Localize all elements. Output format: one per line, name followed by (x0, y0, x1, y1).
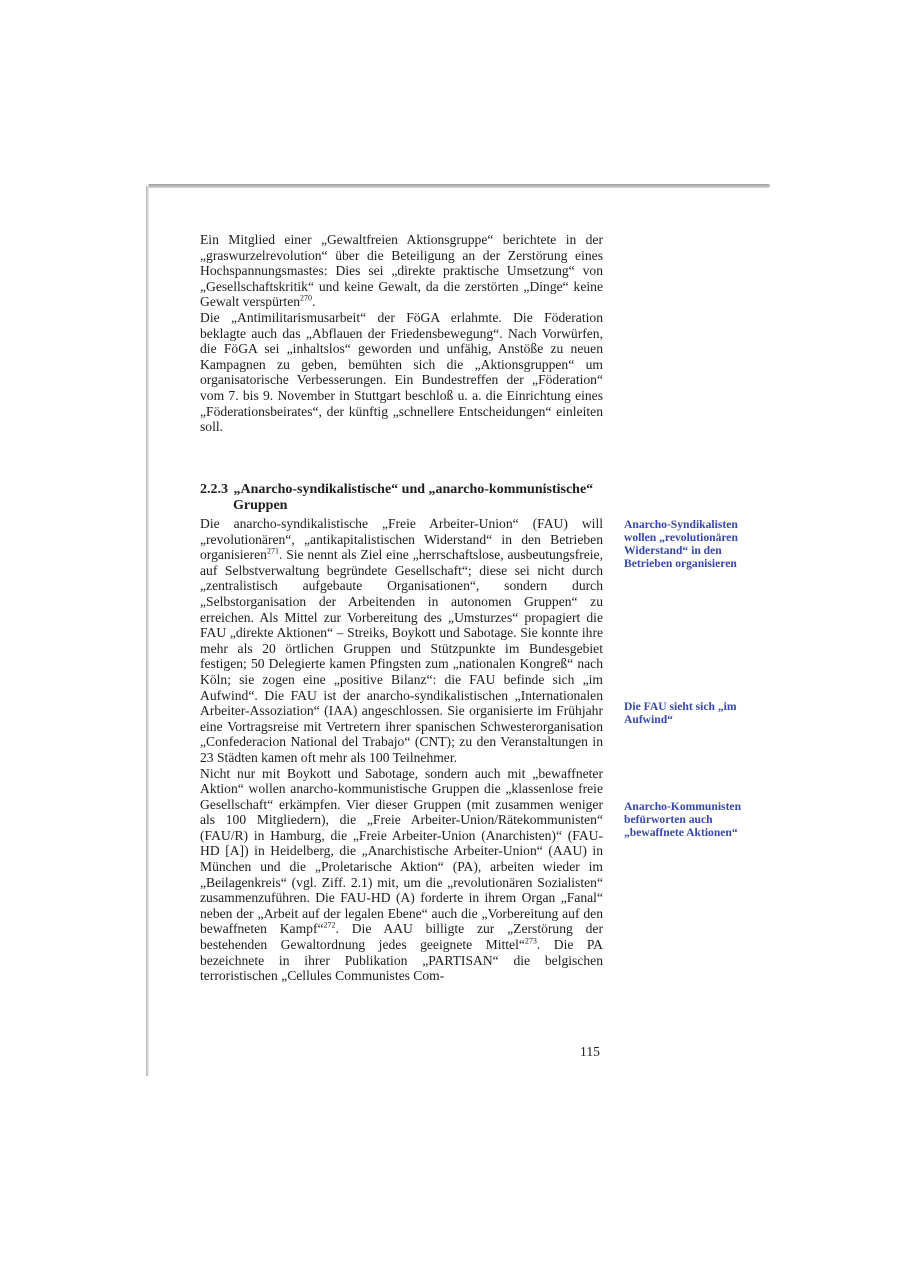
paragraph-fau: Die anarcho-syndikalistische „Freie Arbeiter-Union“ (FAU) will „revolutionären“, „antikapitalistischen Widerstand“ in den Betrieben organisieren$^{271}$. Sie nennt als Ziel eine „herrschaftslose, ausbeutungsfreie, auf Selbstverwaltung begründete Gesellschaft“; diese sei nicht durch „zentralistisch aufgebaute Organisationen“, sondern durch „Selbstorganisation der Arbeitenden in autonomen Gruppen“ zu erreichen. Als Mittel zur Vorbereitung des „Umsturzes“ propagiert die FAU „direkte Aktionen“ – Streiks, Boykott und Sabotage. Sie konnte ihre mehr als 20 örtlichen Gruppen und Stützpunkte im Bundesgebiet festigen; 50 Delegierte kamen Pfingsten zum „nationalen Kongreß“ nach Köln; sie zogen eine „positive Bilanz“: die FAU befinde sich „im Aufwind“. Die FAU ist der anarcho-syndikalistischen „Internationalen Arbeiter-Assoziation“ (IAA) angeschlossen. Sie organisierte im Frühjahr eine Vortragsreise mit Vertretern ihrer spanischen Schwesterorganisation „Confederacion National del Trabajo“ (CNT); zu den Veranstaltungen in 23 Städten kamen oft mehr als 100 Teilnehmer. (200, 516, 603, 765)
paragraph-graswurzel: Ein Mitglied einer „Gewaltfreien Aktionsgruppe“ berichtete in der „graswurzelrevolution“ über die Beteiligung an der Zerstörung eines Hochspannungsmastes: Dies sei „direkte praktische Umsetzung“ von „Gesellschaftskritik“ und keine Gewalt, da die zerstörten „Dinge“ keine Gewalt verspürten$^{270}$. (200, 232, 603, 310)
intro-text-block (200, 232, 603, 435)
section-heading (200, 482, 620, 514)
footnote-ref-273: 273 (524, 936, 537, 946)
section-number: 2.2.3 (200, 482, 228, 497)
footnote-ref-271: 271 (266, 546, 279, 556)
footnote-ref-272: 272 (323, 920, 336, 930)
page-edge-left (146, 186, 149, 1076)
section-title-line-1: „Anarcho-syndikalistische“ und „anarcho-kommunistische“ (233, 482, 594, 497)
section-title-line-2: Gruppen (233, 498, 288, 513)
margin-note-kommunisten: Anarcho-Kommunisten befürworten auch „bewaffnete Aktionen“ (624, 800, 742, 839)
margin-note-syndikalisten: Anarcho-Syndikalisten wollen „revolutionären Widerstand“ in den Betrieben organisieren (624, 518, 738, 570)
footnote-ref-270: 270 (300, 293, 313, 303)
page-edge-top (148, 184, 770, 188)
paragraph-anarcho-kommunisten: Nicht nur mit Boykott und Sabotage, sondern auch mit „bewaffneter Aktion“ wollen anarcho-kommunistische Gruppen die „klassenlose freie Gesellschaft“ erkämpfen. Vier dieser Gruppen (mit zusammen weniger als 100 Mitgliedern), die „Freie Arbeiter-Union/Rätekommunisten“ (FAU/R) in Hamburg, die „Freie Arbeiter-Union (Anarchisten)“ (FAU-HD [A]) in Heidelberg, die „Anarchistische Arbeiter-Union“ (AAU) in München und die „Proletarische Aktion“ (PA), arbeiten wieder im „Beilagenkreis“ (vgl. Ziff. 2.1) mit, um die „revolutionären Sozialisten“ zusammenzuführen. Die FAU-HD (A) forderte in ihrem Organ „Fanal“ neben der „Arbeit auf der legalen Ebene“ auch die „Vorbereitung auf den bewaffneten Kampf“$^{272}$. Die AAU billigte zur „Zerstörung der bestehenden Gewaltordnung jedes geeignete Mittel“$^{273}$. Die PA bezeichnete in ihrer Publikation „PARTISAN“ die belgischen terroristischen „Cellules Communistes Com- (200, 765, 603, 984)
section-text-block (200, 516, 603, 984)
margin-note-fau-aufwind: Die FAU sieht sich „im Aufwind“ (624, 700, 737, 726)
page-number: 115 (580, 1044, 600, 1059)
paragraph-antimilitarismus: Die „Antimilitarismusarbeit“ der FöGA erlahmte. Die Föderation beklagte auch das „Abflauen der Friedensbewegung“. Nach Vorwürfen, die FöGA sei „inhaltslos“ geworden und unfähig, Anstöße zu neuen Kampagnen zu geben, bemühten sich die „Aktionsgruppen“ um organisatorische Verbesserungen. Ein Bundestreffen der „Föderation“ vom 7. bis 9. November in Stuttgart beschloß u. a. die Einrichtung eines „Föderationsbeirates“, der künftig „schnellere Entscheidungen“ einleiten soll. (200, 309, 603, 435)
